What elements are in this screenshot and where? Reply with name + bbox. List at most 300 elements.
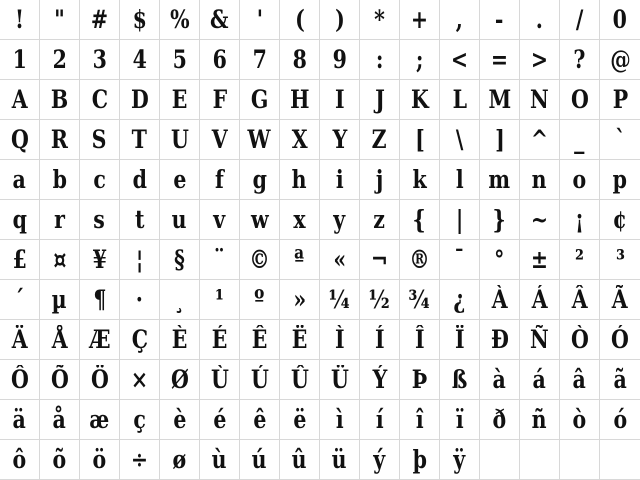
glyph-character: ¹ xyxy=(215,285,224,314)
glyph-cell[interactable] xyxy=(320,440,360,480)
glyph-cell[interactable] xyxy=(560,280,600,320)
glyph-character: Ý xyxy=(372,365,387,394)
glyph-cell[interactable] xyxy=(240,320,280,360)
glyph-character: s xyxy=(93,205,106,234)
glyph-cell[interactable] xyxy=(560,80,600,120)
glyph-character: þ xyxy=(412,445,427,474)
glyph-character: Q xyxy=(10,125,29,154)
glyph-cell[interactable] xyxy=(280,400,320,440)
glyph-cell[interactable] xyxy=(600,160,640,200)
glyph-character: V xyxy=(211,125,228,154)
glyph-cell[interactable] xyxy=(200,0,240,40)
glyph-cell[interactable] xyxy=(160,80,200,120)
glyph-character: 4 xyxy=(132,45,147,74)
glyph-cell[interactable] xyxy=(80,120,120,160)
glyph-cell[interactable] xyxy=(560,360,600,400)
glyph-character: ] xyxy=(494,125,505,154)
glyph-cell[interactable] xyxy=(0,0,40,40)
glyph-cell[interactable] xyxy=(40,360,80,400)
glyph-character: " xyxy=(54,5,65,34)
glyph-cell[interactable] xyxy=(80,320,120,360)
glyph-character: ¬ xyxy=(370,245,389,274)
glyph-cell[interactable] xyxy=(240,160,280,200)
glyph-cell[interactable] xyxy=(200,240,240,280)
glyph-cell[interactable] xyxy=(400,360,440,400)
glyph-character: · xyxy=(135,285,144,314)
glyph-cell[interactable] xyxy=(400,80,440,120)
glyph-cell[interactable] xyxy=(600,200,640,240)
glyph-character: ^ xyxy=(530,125,549,154)
glyph-cell[interactable] xyxy=(440,200,480,240)
glyph-cell[interactable] xyxy=(440,120,480,160)
glyph-cell[interactable] xyxy=(400,200,440,240)
glyph-cell[interactable] xyxy=(560,320,600,360)
glyph-character: ´ xyxy=(14,285,25,314)
glyph-character: ä xyxy=(12,405,27,434)
glyph-cell[interactable] xyxy=(240,440,280,480)
glyph-character: Ê xyxy=(251,325,268,354)
glyph-character: å xyxy=(52,405,67,434)
glyph-cell[interactable] xyxy=(400,400,440,440)
glyph-character: D xyxy=(130,85,149,114)
glyph-cell[interactable] xyxy=(120,240,160,280)
glyph-character: C xyxy=(91,85,108,114)
glyph-cell[interactable] xyxy=(40,280,80,320)
glyph-cell[interactable] xyxy=(520,160,560,200)
glyph-character: > xyxy=(530,45,549,74)
glyph-character: W xyxy=(247,125,272,154)
glyph-character: } xyxy=(492,205,507,234)
glyph-character: G xyxy=(250,85,269,114)
glyph-cell[interactable] xyxy=(40,400,80,440)
glyph-character: T xyxy=(131,125,148,154)
glyph-character: e xyxy=(172,165,187,194)
glyph-cell[interactable] xyxy=(480,440,520,480)
glyph-character: û xyxy=(292,445,307,474)
glyph-character: y xyxy=(333,205,346,234)
glyph-cell[interactable] xyxy=(320,240,360,280)
glyph-cell[interactable] xyxy=(400,280,440,320)
glyph-cell[interactable] xyxy=(480,280,520,320)
glyph-cell[interactable] xyxy=(400,240,440,280)
glyph-cell[interactable] xyxy=(80,360,120,400)
glyph-cell[interactable] xyxy=(560,400,600,440)
glyph-cell[interactable] xyxy=(80,400,120,440)
glyph-character: Ó xyxy=(611,325,629,354)
glyph-cell[interactable] xyxy=(280,360,320,400)
glyph-cell[interactable] xyxy=(160,360,200,400)
glyph-cell[interactable] xyxy=(480,80,520,120)
glyph-character: £ xyxy=(12,245,27,274)
glyph-character: w xyxy=(250,205,269,234)
glyph-character: » xyxy=(293,285,306,314)
glyph-cell[interactable] xyxy=(240,280,280,320)
glyph-character: ¡ xyxy=(574,205,584,234)
glyph-cell[interactable] xyxy=(480,240,520,280)
glyph-cell[interactable] xyxy=(240,240,280,280)
glyph-character: I xyxy=(334,85,345,114)
glyph-cell[interactable] xyxy=(240,200,280,240)
glyph-cell[interactable] xyxy=(600,40,640,80)
glyph-cell[interactable] xyxy=(320,360,360,400)
glyph-character: u xyxy=(172,205,187,234)
glyph-cell[interactable] xyxy=(440,160,480,200)
glyph-character: Õ xyxy=(50,365,69,394)
glyph-cell[interactable] xyxy=(40,440,80,480)
glyph-character: m xyxy=(488,165,511,194)
glyph-cell[interactable] xyxy=(80,80,120,120)
glyph-cell[interactable] xyxy=(80,280,120,320)
glyph-character: ñ xyxy=(532,405,547,434)
glyph-character: Â xyxy=(571,285,588,314)
glyph-cell[interactable] xyxy=(480,400,520,440)
glyph-cell[interactable] xyxy=(160,280,200,320)
glyph-character: ÿ xyxy=(453,445,466,474)
glyph-cell[interactable] xyxy=(40,0,80,40)
glyph-cell[interactable] xyxy=(280,120,320,160)
glyph-character: ý xyxy=(373,445,386,474)
glyph-character: Á xyxy=(531,285,548,314)
glyph-cell[interactable] xyxy=(600,240,640,280)
glyph-cell[interactable] xyxy=(240,360,280,400)
glyph-cell[interactable] xyxy=(160,160,200,200)
glyph-character: { xyxy=(412,205,427,234)
glyph-cell[interactable] xyxy=(560,440,600,480)
glyph-cell[interactable] xyxy=(120,40,160,80)
glyph-cell[interactable] xyxy=(360,440,400,480)
glyph-cell[interactable] xyxy=(0,440,40,480)
glyph-character: n xyxy=(532,165,547,194)
glyph-character: Ù xyxy=(210,365,229,394)
glyph-cell[interactable] xyxy=(520,40,560,80)
glyph-character: q xyxy=(12,205,27,234)
glyph-cell[interactable] xyxy=(80,240,120,280)
glyph-cell[interactable] xyxy=(320,80,360,120)
glyph-cell[interactable] xyxy=(480,320,520,360)
glyph-character: 7 xyxy=(252,45,267,74)
glyph-character: è xyxy=(172,405,187,434)
glyph-cell[interactable] xyxy=(280,0,320,40)
glyph-character: B xyxy=(50,85,69,114)
glyph-cell[interactable] xyxy=(520,120,560,160)
glyph-cell[interactable] xyxy=(40,80,80,120)
glyph-character: v xyxy=(213,205,226,234)
glyph-cell[interactable] xyxy=(280,240,320,280)
glyph-cell[interactable] xyxy=(600,400,640,440)
glyph-cell[interactable] xyxy=(0,320,40,360)
glyph-cell[interactable] xyxy=(0,280,40,320)
glyph-cell[interactable] xyxy=(440,240,480,280)
glyph-character: Ò xyxy=(570,325,589,354)
glyph-character: Ö xyxy=(90,365,109,394)
glyph-cell[interactable] xyxy=(360,360,400,400)
glyph-cell[interactable] xyxy=(40,240,80,280)
glyph-cell[interactable] xyxy=(360,320,400,360)
glyph-cell[interactable] xyxy=(240,0,280,40)
glyph-character: \ xyxy=(455,125,464,154)
glyph-character: ± xyxy=(530,245,549,274)
glyph-character: H xyxy=(289,85,310,114)
glyph-cell[interactable] xyxy=(40,320,80,360)
glyph-cell[interactable] xyxy=(120,160,160,200)
glyph-character: º xyxy=(254,285,265,314)
glyph-character: F xyxy=(212,85,227,114)
glyph-cell[interactable] xyxy=(560,240,600,280)
glyph-cell[interactable] xyxy=(400,0,440,40)
glyph-cell[interactable] xyxy=(120,200,160,240)
glyph-character: ì xyxy=(335,405,344,434)
glyph-cell[interactable] xyxy=(200,200,240,240)
glyph-cell[interactable] xyxy=(520,200,560,240)
glyph-character: ' xyxy=(256,5,263,34)
glyph-cell[interactable] xyxy=(280,440,320,480)
glyph-character: ¯ xyxy=(454,245,465,274)
glyph-cell[interactable] xyxy=(0,40,40,80)
glyph-cell[interactable] xyxy=(120,360,160,400)
glyph-cell[interactable] xyxy=(120,120,160,160)
glyph-cell[interactable] xyxy=(160,440,200,480)
glyph-cell[interactable] xyxy=(80,160,120,200)
glyph-cell[interactable] xyxy=(480,200,520,240)
glyph-cell[interactable] xyxy=(80,440,120,480)
glyph-cell[interactable] xyxy=(280,160,320,200)
glyph-cell[interactable] xyxy=(40,160,80,200)
glyph-character: ö xyxy=(92,445,107,474)
glyph-character: k xyxy=(412,165,427,194)
glyph-character: E xyxy=(171,85,188,114)
glyph-cell[interactable] xyxy=(560,120,600,160)
glyph-character: ~ xyxy=(530,205,549,234)
glyph-cell[interactable] xyxy=(520,320,560,360)
glyph-cell[interactable] xyxy=(600,360,640,400)
glyph-cell[interactable] xyxy=(120,280,160,320)
glyph-cell[interactable] xyxy=(560,200,600,240)
glyph-cell[interactable] xyxy=(560,40,600,80)
glyph-cell[interactable] xyxy=(520,0,560,40)
glyph-cell[interactable] xyxy=(360,80,400,120)
glyph-character: µ xyxy=(51,285,68,314)
glyph-cell[interactable] xyxy=(120,0,160,40)
glyph-cell[interactable] xyxy=(520,80,560,120)
glyph-character: Ä xyxy=(11,325,28,354)
glyph-character: ç xyxy=(133,405,146,434)
glyph-cell[interactable] xyxy=(200,120,240,160)
glyph-cell[interactable] xyxy=(440,320,480,360)
glyph-cell[interactable] xyxy=(520,440,560,480)
glyph-cell[interactable] xyxy=(160,0,200,40)
glyph-cell[interactable] xyxy=(200,40,240,80)
glyph-character: õ xyxy=(52,445,67,474)
glyph-cell[interactable] xyxy=(280,80,320,120)
glyph-cell[interactable] xyxy=(360,240,400,280)
glyph-cell[interactable] xyxy=(400,440,440,480)
glyph-cell[interactable] xyxy=(600,120,640,160)
glyph-character: ê xyxy=(252,405,267,434)
glyph-character: - xyxy=(495,5,504,34)
glyph-character: ï xyxy=(455,405,464,434)
glyph-cell[interactable] xyxy=(600,320,640,360)
glyph-cell[interactable] xyxy=(0,120,40,160)
glyph-character: U xyxy=(170,125,189,154)
glyph-cell[interactable] xyxy=(0,160,40,200)
glyph-character: ³ xyxy=(615,245,625,274)
glyph-cell[interactable] xyxy=(600,80,640,120)
glyph-cell[interactable] xyxy=(360,40,400,80)
glyph-cell[interactable] xyxy=(440,80,480,120)
glyph-cell[interactable] xyxy=(600,0,640,40)
glyph-cell[interactable] xyxy=(440,0,480,40)
glyph-cell[interactable] xyxy=(400,160,440,200)
glyph-cell[interactable] xyxy=(360,400,400,440)
glyph-character: * xyxy=(374,5,385,34)
glyph-cell[interactable] xyxy=(160,400,200,440)
glyph-character: Ð xyxy=(490,325,509,354)
glyph-character: Ú xyxy=(250,365,269,394)
glyph-cell[interactable] xyxy=(520,360,560,400)
glyph-cell[interactable] xyxy=(40,120,80,160)
glyph-cell[interactable] xyxy=(600,280,640,320)
glyph-cell[interactable] xyxy=(560,0,600,40)
glyph-character: « xyxy=(333,245,346,274)
glyph-cell[interactable] xyxy=(280,320,320,360)
glyph-cell[interactable] xyxy=(440,440,480,480)
glyph-cell[interactable] xyxy=(360,0,400,40)
glyph-character: ® xyxy=(409,245,430,274)
glyph-character: . xyxy=(535,5,544,34)
glyph-character: 2 xyxy=(52,45,67,74)
glyph-cell[interactable] xyxy=(40,40,80,80)
glyph-cell[interactable] xyxy=(400,120,440,160)
glyph-character: | xyxy=(455,205,464,234)
glyph-character: p xyxy=(612,165,628,194)
glyph-cell[interactable] xyxy=(240,80,280,120)
glyph-cell[interactable] xyxy=(0,80,40,120)
glyph-cell[interactable] xyxy=(360,120,400,160)
glyph-cell[interactable] xyxy=(200,360,240,400)
glyph-cell[interactable] xyxy=(160,320,200,360)
glyph-character: c xyxy=(93,165,106,194)
glyph-character: ò xyxy=(572,405,587,434)
glyph-cell[interactable] xyxy=(200,320,240,360)
glyph-cell[interactable] xyxy=(320,200,360,240)
glyph-cell[interactable] xyxy=(200,160,240,200)
glyph-cell[interactable] xyxy=(600,440,640,480)
glyph-cell[interactable] xyxy=(240,40,280,80)
glyph-character: 3 xyxy=(92,45,107,74)
glyph-character: Ç xyxy=(131,325,148,354)
glyph-cell[interactable] xyxy=(320,320,360,360)
glyph-cell[interactable] xyxy=(440,40,480,80)
glyph-character: Ï xyxy=(454,325,465,354)
glyph-cell[interactable] xyxy=(160,40,200,80)
glyph-cell[interactable] xyxy=(0,240,40,280)
glyph-character: P xyxy=(612,85,628,114)
glyph-cell[interactable] xyxy=(480,0,520,40)
glyph-cell[interactable] xyxy=(160,200,200,240)
glyph-character: % xyxy=(169,5,190,34)
glyph-cell[interactable] xyxy=(480,120,520,160)
glyph-cell[interactable] xyxy=(120,80,160,120)
glyph-cell[interactable] xyxy=(0,360,40,400)
glyph-cell[interactable] xyxy=(280,40,320,80)
glyph-cell[interactable] xyxy=(520,280,560,320)
glyph-cell[interactable] xyxy=(0,200,40,240)
glyph-cell[interactable] xyxy=(440,280,480,320)
glyph-cell[interactable] xyxy=(360,280,400,320)
glyph-character: + xyxy=(410,5,429,34)
glyph-cell[interactable] xyxy=(80,0,120,40)
glyph-cell[interactable] xyxy=(520,240,560,280)
glyph-character: ü xyxy=(332,445,347,474)
glyph-character: $ xyxy=(132,5,147,34)
glyph-cell[interactable] xyxy=(320,40,360,80)
glyph-cell[interactable] xyxy=(160,240,200,280)
glyph-character: 0 xyxy=(612,5,628,34)
glyph-character: ù xyxy=(212,445,227,474)
glyph-character: h xyxy=(292,165,307,194)
glyph-cell[interactable] xyxy=(320,120,360,160)
glyph-cell[interactable] xyxy=(280,200,320,240)
glyph-cell[interactable] xyxy=(440,360,480,400)
glyph-cell[interactable] xyxy=(120,400,160,440)
glyph-cell[interactable] xyxy=(320,0,360,40)
glyph-character: g xyxy=(252,165,267,194)
glyph-cell[interactable] xyxy=(360,160,400,200)
glyph-cell[interactable] xyxy=(440,400,480,440)
glyph-cell[interactable] xyxy=(320,160,360,200)
glyph-cell[interactable] xyxy=(80,40,120,80)
glyph-cell[interactable] xyxy=(120,320,160,360)
glyph-cell[interactable] xyxy=(120,440,160,480)
glyph-cell[interactable] xyxy=(200,440,240,480)
glyph-cell[interactable] xyxy=(160,120,200,160)
glyph-cell[interactable] xyxy=(0,400,40,440)
glyph-cell[interactable] xyxy=(480,40,520,80)
glyph-cell[interactable] xyxy=(480,360,520,400)
glyph-cell[interactable] xyxy=(320,280,360,320)
glyph-character: ` xyxy=(614,125,626,154)
glyph-character: ² xyxy=(575,245,584,274)
glyph-cell[interactable] xyxy=(240,400,280,440)
glyph-character: Z xyxy=(372,125,387,154)
glyph-cell[interactable] xyxy=(200,400,240,440)
glyph-cell[interactable] xyxy=(480,160,520,200)
glyph-character: ÷ xyxy=(130,445,149,474)
glyph-character: î xyxy=(415,405,424,434)
glyph-cell[interactable] xyxy=(40,200,80,240)
glyph-character: l xyxy=(455,165,464,194)
glyph-cell[interactable] xyxy=(200,80,240,120)
glyph-cell[interactable] xyxy=(360,200,400,240)
glyph-cell[interactable] xyxy=(560,160,600,200)
glyph-cell[interactable] xyxy=(200,280,240,320)
glyph-cell[interactable] xyxy=(400,320,440,360)
glyph-character: o xyxy=(572,165,587,194)
glyph-cell[interactable] xyxy=(320,400,360,440)
glyph-cell[interactable] xyxy=(400,40,440,80)
glyph-character: [ xyxy=(414,125,425,154)
glyph-character: ø xyxy=(172,445,187,474)
glyph-character: 8 xyxy=(292,45,307,74)
glyph-character: ! xyxy=(14,5,24,34)
glyph-cell[interactable] xyxy=(240,120,280,160)
glyph-character: × xyxy=(130,365,149,394)
glyph-cell[interactable] xyxy=(280,280,320,320)
glyph-character: ¶ xyxy=(92,285,107,314)
glyph-cell[interactable] xyxy=(520,400,560,440)
glyph-character: S xyxy=(92,125,107,154)
glyph-cell[interactable] xyxy=(80,200,120,240)
